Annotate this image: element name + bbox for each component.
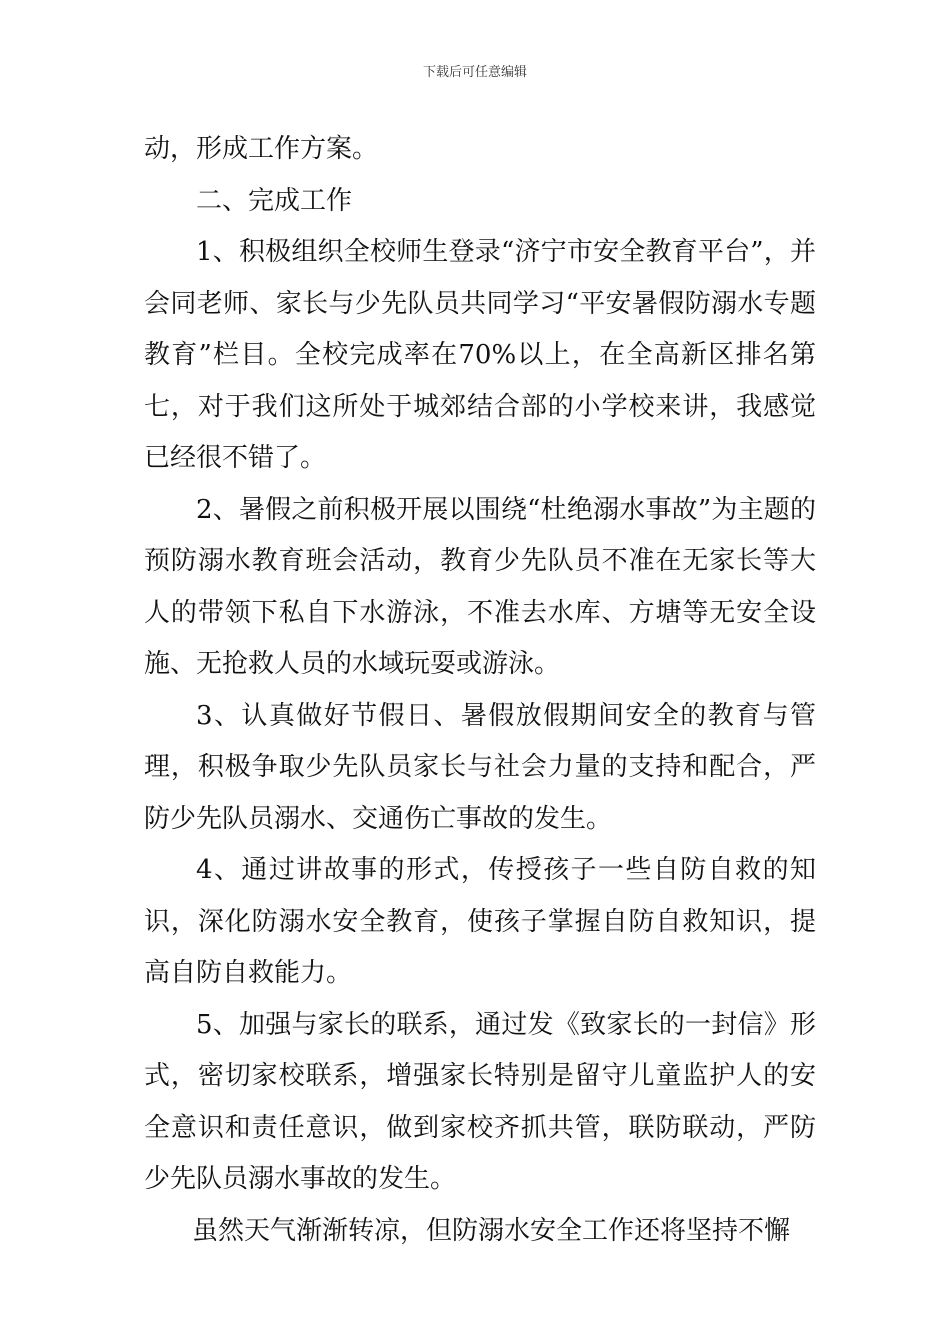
page-header: 下载后可任意编辑 — [422, 65, 527, 80]
list-item-5: 5、加强与家长的联系，通过发《致家长的一封信》形式，密切家校联系，增强家长特别是留守儿童监护人的安全意识和责任意识，做到家校齐抓共管，联防联动，严防少先队员溺水事故的发生。 — [144, 1009, 816, 1194]
list-item-4: 4、通过讲故事的形式，传授孩子一些自防自救的知识，深化防溺水安全教育，使孩子掌握自防自救知识，提高自防自救能力。 — [144, 855, 816, 988]
section-heading: 二、完成工作 — [196, 185, 353, 216]
list-item-2: 2、暑假之前积极开展以围绕“杜绝溺水事故”为主题的预防溺水教育班会活动，教育少先队员不准在无家长等大人的带领下私自下水游泳，不准去水库、方塘等无安全设施、无抢救人员的水域玩耍或游泳。 — [144, 494, 816, 679]
paragraph-continuation: 动，形成工作方案。 — [144, 134, 379, 164]
list-item-1: 1、积极组织全校师生登录“济宁市安全教育平台”，并会同老师、家长与少先队员共同学习“平安暑假防溺水专题教育”栏目。全校完成率在70%以上，在全高新区排名第七，对于我们这所处于城郊结合部的小学校来讲，我感觉已经很不错了。 — [144, 237, 816, 473]
document-body — [144, 124, 816, 1257]
list-item-3: 3、认真做好节假日、暑假放假期间安全的教育与管理，积极争取少先队员家长与社会力量的支持和配合，严防少先队员溺水、交通伤亡事故的发生。 — [144, 700, 816, 834]
closing-paragraph: 虽然天气渐渐转凉，但防溺水安全工作还将坚持不懈 — [192, 1215, 791, 1246]
